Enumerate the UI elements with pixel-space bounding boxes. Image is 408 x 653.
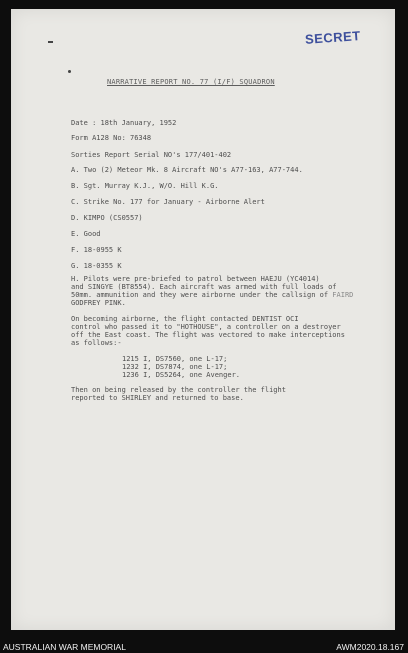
faint-text: FAIRD <box>332 291 354 299</box>
paragraph-h-line: GODFREY PINK. <box>71 299 126 307</box>
footer-institution: AUSTRALIAN WAR MEMORIAL <box>3 642 126 652</box>
date-field: Date : 18th January, 1952 <box>71 119 177 127</box>
paragraph-line: Then on being released by the controller the flight <box>71 386 286 394</box>
intercept-item: 1232 I, DS7874, one L-17; <box>122 363 228 371</box>
base-field: D. KIMPO (CS0557) <box>71 214 143 222</box>
strike-field: C. Strike No. 177 for January - Airborne Alert <box>71 198 265 206</box>
aircraft-field: A. Two (2) Meteor Mk. 8 Aircraft NO's A77-163, A77-744. <box>71 166 303 174</box>
sorties-field: Sorties Report Serial NO's 177/401-402 <box>71 151 232 159</box>
landing-time-field: G. 18-0355 K <box>71 262 122 270</box>
takeoff-time-field: F. 18-0955 K <box>71 246 122 254</box>
paragraph-line: off the East coast. The flight was vectored to make interceptions <box>71 331 345 339</box>
paragraph-h-line: H. Pilots were pre-briefed to patrol between HAEJU (YC4014) <box>71 275 320 283</box>
pilots-field: B. Sgt. Murray K.J., W/O. Hill K.G. <box>71 182 219 190</box>
intercept-item: 1236 I, DS5264, one Avenger. <box>122 371 241 379</box>
secret-stamp: SECRET <box>304 28 362 47</box>
punch-mark <box>68 70 71 73</box>
footer-accession-number: AWM2020.18.167 <box>336 642 404 652</box>
paragraph-line: as follows:- <box>71 339 122 347</box>
report-heading: NARRATIVE REPORT NO. 77 (I/F) SQUADRON <box>107 78 275 86</box>
paragraph-h-line: 50mm. ammunition and they were airborne under the callsign of FAIRD <box>71 291 354 299</box>
intercept-item: 1215 I, DS7560, one L-17; <box>122 355 228 363</box>
paragraph-line: On becoming airborne, the flight contacted DENTIST OCI <box>71 315 299 323</box>
paragraph-h-line: and SINGYE (BT8554). Each aircraft was armed with full loads of <box>71 283 337 291</box>
paragraph-line: reported to SHIRLEY and returned to base. <box>71 394 244 402</box>
punch-mark <box>48 41 53 43</box>
form-field: Form A128 No: 76348 <box>71 134 152 142</box>
weather-field: E. Good <box>71 230 101 238</box>
paragraph-line: control who passed it to "HOTHOUSE", a controller on a destroyer <box>71 323 341 331</box>
